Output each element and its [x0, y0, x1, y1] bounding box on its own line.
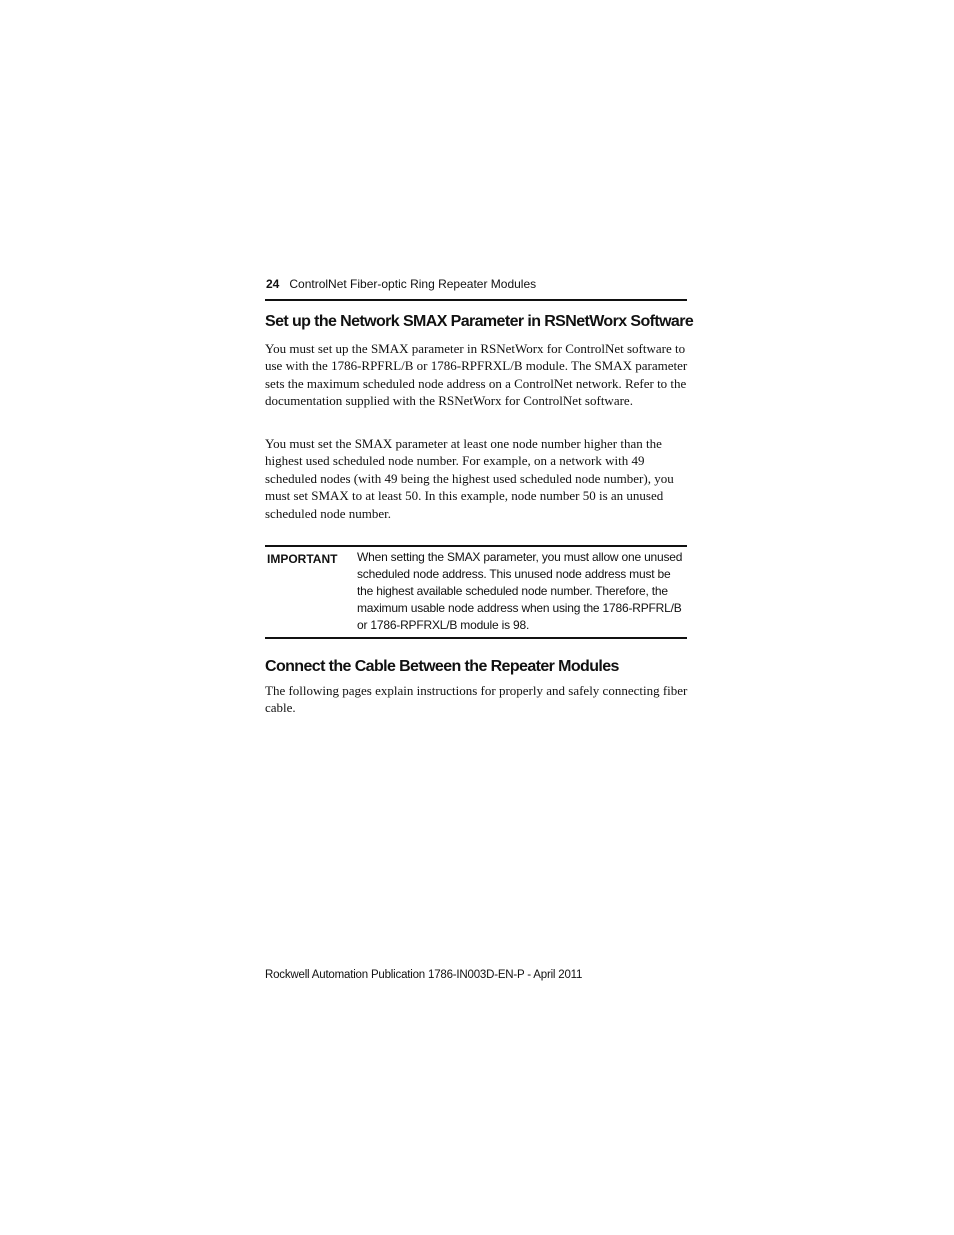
section-heading-connect-cable: Connect the Cable Between the Repeater Modules — [265, 658, 619, 675]
publication-footer: Rockwell Automation Publication 1786-IN003D-EN-P - April 2011 — [265, 969, 583, 981]
important-notice — [265, 545, 687, 639]
important-text: When setting the SMAX parameter, you must allow one unused scheduled node address. This unused node address must be the highest available scheduled node number. Therefore, the maximum usable node address when using the 1786-RPFRL/B or 1786-RPFRXL/B module is 98. — [357, 550, 683, 632]
page-header — [266, 276, 686, 292]
running-title: ControlNet Fiber-optic Ring Repeater Modules — [289, 277, 537, 291]
important-label: IMPORTANT — [267, 552, 338, 566]
section-heading-smax: Set up the Network SMAX Parameter in RSNetWorx Software — [265, 313, 694, 330]
body-paragraph-smax-2: You must set the SMAX parameter at least one node number higher than the highest used scheduled node number. For example, on a network with 49 scheduled nodes (with 49 being the highest used scheduled node number), you must set SMAX to at least 50. In this example, node number 50 is an unused scheduled node number. — [265, 436, 674, 521]
body-paragraph-smax-1: You must set up the SMAX parameter in RSNetWorx for ControlNet software to use with the 1786-RPFRL/B or 1786-RPFRXL/B module. The SMAX parameter sets the maximum scheduled node address on a ControlNet network. Refer to the documentation supplied with the RSNetWorx for ControlNet software. — [265, 341, 688, 409]
header-rule — [265, 299, 687, 301]
page-number: 24 — [266, 277, 280, 291]
body-paragraph-connect-cable: The following pages explain instructions for properly and safely connecting fiber cable. — [265, 683, 688, 716]
